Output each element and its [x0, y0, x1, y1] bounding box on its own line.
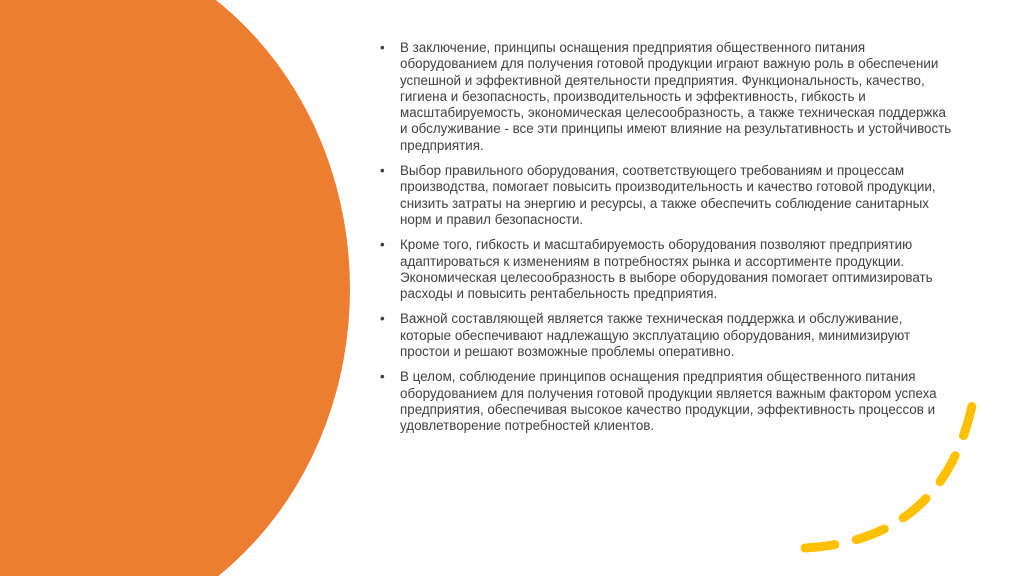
bullet-item [380, 237, 952, 302]
bullet-item [380, 163, 952, 228]
bullet-item [380, 369, 952, 434]
bullet-list [380, 40, 952, 444]
orange-circle-decoration [0, 0, 350, 576]
bullet-item [380, 311, 952, 360]
bullet-marker: • [380, 237, 385, 253]
bullet-marker: • [380, 369, 385, 385]
bullet-item [380, 40, 952, 154]
bullet-text: Выбор правильного оборудования, соответствующего требованиям и процессам производства, помогает повысить производительность и качество готовой продукции, снизить затраты на энергию и ресурсы, а также обеспечить соблюдение санитарных норм и правил безопасности. [400, 163, 936, 227]
bullet-text: В заключение, принципы оснащения предприятия общественного питания оборудованием для получения готовой продукции играют важную роль в обеспечении успешной и эффективной деятельности предприятия. Функциональность, качество, гигиена и безопасность, производительность и эффективность, гибкость и масштабируемость, экономическая целесообразность, а также техническая поддержка и обслуживание - все эти принципы имеют влияние на результативность и устойчивость предприятия. [400, 40, 952, 153]
bullet-text: Кроме того, гибкость и масштабируемость оборудования позволяют предприятию адаптироваться к изменениям в потребностях рынка и ассортименте продукции. Экономическая целесообразность в выборе оборудования помогает оптимизировать расходы и повысить рентабельность предприятия. [400, 237, 933, 302]
bullet-marker: • [380, 311, 385, 327]
bullet-text: В целом, соблюдение принципов оснащения предприятия общественного питания оборудованием для получения готовой продукции является важным фактором успеха предприятия, обеспечивая высокое качество продукции, эффективность процессов и удовлетворение потребностей клиентов. [400, 369, 937, 434]
bullet-marker: • [380, 40, 385, 55]
bullet-text: Важной составляющей является также техническая поддержка и обслуживание, которые обеспечивают надлежащую эксплуатацию оборудования, минимизируют простои и решают возможные проблемы оперативно. [400, 311, 911, 360]
bullet-marker: • [380, 163, 385, 179]
